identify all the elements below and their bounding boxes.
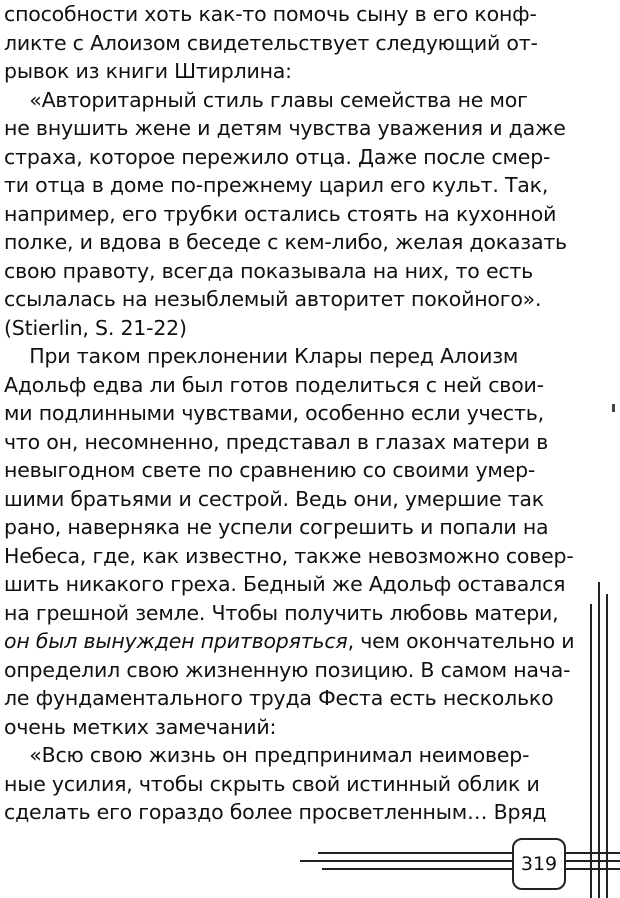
text-line: очень метких замечаний: <box>4 714 277 739</box>
text-line: определил свою жизненную позицию. В самом нача- <box>4 657 571 682</box>
page-body-text <box>4 0 588 827</box>
text-line: шить никакого греха. Бедный же Адольф оставался <box>4 572 566 596</box>
margin-rule-vertical <box>598 582 600 898</box>
text-line: рывок из книги Штирлина: <box>4 59 292 83</box>
text-line: ные усилия, чтобы скрыть свой истинный облик и <box>4 771 540 796</box>
text-line: страха, которое пережило отца. Даже после смер- <box>4 144 551 169</box>
margin-mark <box>612 404 615 412</box>
text-line: свою правоту, всегда показывала на них, то есть <box>4 258 534 283</box>
text-line: не внушить жене и детям чувства уважения и даже <box>4 116 566 140</box>
text-line: например, его трубки остались стоять на кухонной <box>4 201 557 226</box>
text-line: рано, наверняка не успели согрешить и попали на <box>4 515 549 539</box>
text-line: «Всю свою жизнь он предпринимал неимовер- <box>4 743 530 767</box>
text-line: невыгодном свете по сравнению со своими умер- <box>4 458 536 482</box>
text-line: Адольф едва ли был готов поделиться с ней свои- <box>4 372 544 397</box>
text-line: ссылалась на незыблемый авторитет покойного». <box>4 287 542 311</box>
text-line: «Авторитарный стиль главы семейства не мог <box>4 87 528 112</box>
italic-phrase: он был вынужден притворяться <box>4 629 348 653</box>
text-line: на грешной земле. Чтобы получить любовь матери, <box>4 600 559 625</box>
text-line-italic <box>4 627 578 656</box>
text-line: шими братьями и сестрой. Ведь они, умершие так <box>4 486 544 511</box>
text-line: что он, несомненно, представал в глазах матери в <box>4 429 549 454</box>
text-span: , чем окончательно и <box>347 629 575 653</box>
footer-rule-horizontal <box>318 852 620 854</box>
text-line: способности хоть как-то помочь сыну в его конф- <box>4 2 537 26</box>
text-line: ми подлинными чувствами, особенно если учесть, <box>4 401 544 425</box>
text-line: полке, и вдова в беседе с кем-либо, желая доказать <box>4 230 567 254</box>
text-line: ти отца в доме по-прежнему царил его культ. Так, <box>4 173 549 197</box>
citation-line: (Stierlin, S. 21-22) <box>4 315 187 340</box>
text-line: ликте с Алоизом свидетельствует следующий от- <box>4 30 538 55</box>
text-line: При таком преклонении Клары перед Алоизм <box>4 344 519 368</box>
page-number: 319 <box>512 838 566 890</box>
text-line: сделать его гораздо более просветленным… Вряд <box>4 800 547 824</box>
footer-rule-horizontal <box>300 860 620 862</box>
footer-rule-horizontal <box>322 868 620 870</box>
text-line: Небеса, где, как известно, также невозможно совер- <box>4 543 574 568</box>
text-line: ле фундаментального труда Феста есть несколько <box>4 686 554 710</box>
